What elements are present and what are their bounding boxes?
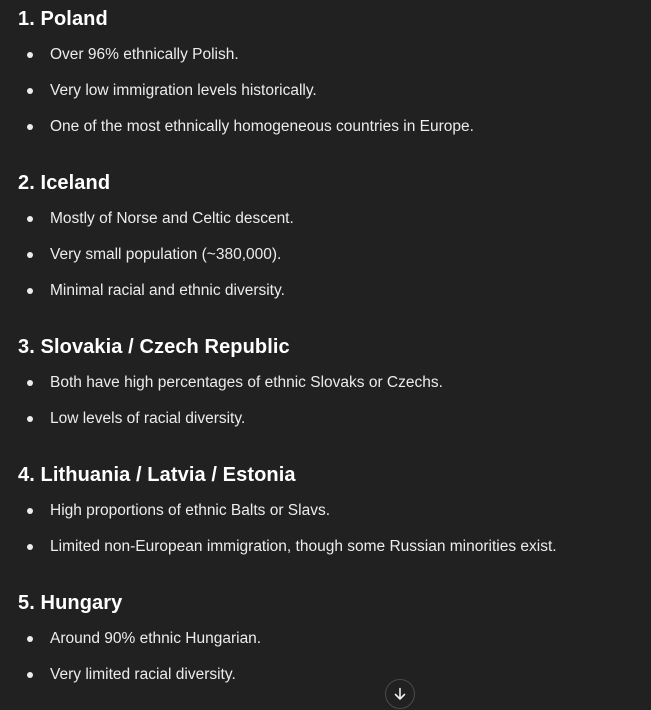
bullet-icon bbox=[27, 124, 33, 130]
bullet-icon bbox=[27, 252, 33, 258]
arrow-down-icon bbox=[393, 687, 407, 701]
section-heading: 3. Slovakia / Czech Republic bbox=[18, 336, 290, 358]
bullet-icon bbox=[27, 380, 33, 386]
list-item: Very small population (~380,000). bbox=[18, 245, 281, 265]
list-item: One of the most ethnically homogeneous countries in Europe. bbox=[18, 117, 474, 137]
section-heading: 1. Poland bbox=[18, 8, 108, 30]
section-poland bbox=[18, 7, 474, 135]
list-item: Over 96% ethnically Polish. bbox=[18, 45, 239, 65]
list-item: Mostly of Norse and Celtic descent. bbox=[18, 209, 294, 229]
list-item: Low levels of racial diversity. bbox=[18, 409, 245, 429]
bullet-icon bbox=[27, 636, 33, 642]
list-item: Very low immigration levels historically. bbox=[18, 81, 317, 101]
bullet-icon bbox=[27, 544, 33, 550]
bullet-icon bbox=[27, 52, 33, 58]
section-baltics bbox=[18, 463, 557, 555]
list-item: Both have high percentages of ethnic Slovaks or Czechs. bbox=[18, 373, 443, 393]
section-heading: 4. Lithuania / Latvia / Estonia bbox=[18, 464, 296, 486]
list-item: Around 90% ethnic Hungarian. bbox=[18, 629, 261, 649]
section-heading: 5. Hungary bbox=[18, 592, 123, 614]
scroll-to-bottom-button[interactable] bbox=[385, 679, 415, 709]
section-slovakia-czech bbox=[18, 335, 443, 427]
section-iceland bbox=[18, 171, 294, 299]
bullet-icon bbox=[27, 672, 33, 678]
bullet-icon bbox=[27, 288, 33, 294]
section-hungary bbox=[18, 591, 262, 683]
bullet-icon bbox=[27, 88, 33, 94]
bullet-icon bbox=[27, 416, 33, 422]
bullet-icon bbox=[27, 508, 33, 514]
list-item: Minimal racial and ethnic diversity. bbox=[18, 281, 285, 301]
list-item: High proportions of ethnic Balts or Slavs. bbox=[18, 501, 330, 521]
list-item: Limited non-European immigration, though some Russian minorities exist. bbox=[18, 537, 557, 557]
bullet-icon bbox=[27, 216, 33, 222]
list-item: Very limited racial diversity. bbox=[18, 665, 236, 685]
section-heading: 2. Iceland bbox=[18, 172, 111, 194]
